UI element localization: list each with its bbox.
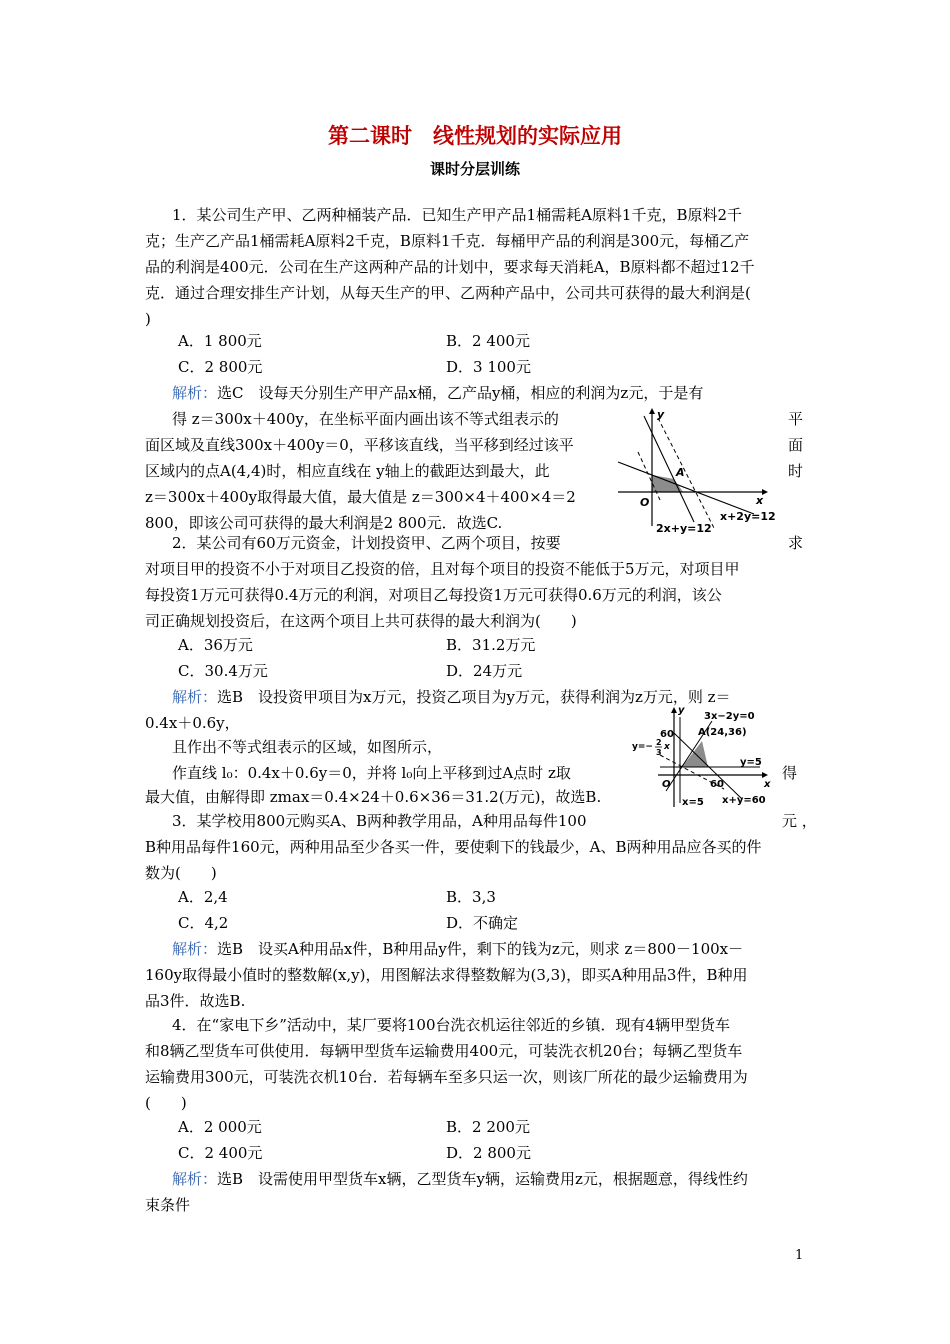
q3-solution-line <box>172 938 743 960</box>
x-axis-arrow <box>762 772 768 778</box>
q2-line: 求 <box>788 534 804 552</box>
y-axis-arrow <box>671 707 677 713</box>
solution-label: 解析： <box>172 688 218 706</box>
line-label-objective: y=− <box>632 742 653 752</box>
q2-line: 对项目甲的投资不小于对项目乙投资的倍，且对每个项目的投资不能低于5万元，对项目甲 <box>145 560 740 578</box>
solution-label: 解析： <box>172 384 218 402</box>
q1-solution-line: 面区域及直线300x＋400y＝0，平移该直线，当平移到经过该平 <box>145 436 574 454</box>
fraction-variable: x <box>664 742 670 752</box>
q3-solution-line: 品3件．故选B. <box>145 992 246 1010</box>
x-tick-60: 60 <box>710 779 724 790</box>
objective-line <box>658 418 714 528</box>
q3-line: B种用品每件160元，两种用品至少各买一件，要使剩下的钱最少，A、B两种用品应各买的件 <box>145 838 762 856</box>
q2-solution-line: 作直线 l₀：0.4x＋0.6y＝0，并将 l₀向上平移到过A点时 z取 <box>172 764 571 782</box>
page-number: 1 <box>795 1248 804 1263</box>
q4-option-b: B．2 200元 <box>446 1118 530 1136</box>
q3-solution-text: 选B 设买A种用品x件，B种用品y件，剩下的钱为z元，则求 z＝800－100x－ <box>217 940 744 958</box>
q2-option-b: B．31.2万元 <box>446 636 536 654</box>
q1-solution-line: z＝300x＋400y取得最大值，最大值是 z＝300×4＋400×4＝2 <box>145 488 576 506</box>
q1-option-b: B．2 400元 <box>446 332 530 350</box>
q2-line: 2．某公司有60万元资金，计划投资甲、乙两个项目，按要 <box>172 534 561 552</box>
feasible-region <box>678 741 708 767</box>
q1-solution-text: 选C 设每天分别生产甲产品x桶，乙产品y桶，相应的利润为z元，于是有 <box>217 384 704 402</box>
y-tick-60: 60 <box>660 729 674 740</box>
q3-option-a: A．2,4 <box>178 888 228 906</box>
y-axis-label: y <box>657 408 665 421</box>
line-label-y-5: y=5 <box>740 757 762 768</box>
origin-label: O <box>662 779 671 790</box>
q2-line: 司正确规划投资后，在这两个项目上共可获得的最大利润为( ) <box>145 612 577 630</box>
q4-solution-line <box>172 1168 748 1190</box>
q1-line: 1．某公司生产甲、乙两种桶装产品．已知生产甲产品1桶需耗A原料1千克，B原料2千 <box>172 206 743 224</box>
q2-solution-line <box>172 686 731 708</box>
q2-line: 每投资1万元可获得0.4万元的利润，对项目乙每投资1万元可获得0.6万元的利润，该公 <box>145 586 722 604</box>
q3-option-b: B．3,3 <box>446 888 496 906</box>
origin-label: O <box>640 496 650 509</box>
q1-line: 品的利润是400元．公司在生产这两种产品的计划中，要求每天消耗A，B原料都不超过12千 <box>145 258 755 276</box>
q4-option-d: D．2 800元 <box>446 1144 531 1162</box>
line-label-x-plus-2y: x+2y=12 <box>720 510 776 523</box>
q1-solution-line: 平 <box>788 410 804 428</box>
q1-solution-line: 得 z＝300x＋400y，在坐标平面内画出该不等式组表示的 <box>172 410 559 428</box>
q1-line: 克；生产乙产品1桶需耗A原料2千克，B原料1千克．每桶甲产品的利润是300元，每桶乙产 <box>145 232 750 250</box>
y-axis-arrow <box>649 408 655 414</box>
q2-solution-text: 选B 设投资甲项目为x万元，投资乙项目为y万元，获得利润为z万元，则 z＝ <box>217 688 731 706</box>
q1-option-c: C．2 800元 <box>178 358 263 376</box>
feasible-region-figure-2 <box>630 707 790 811</box>
q4-line: 和8辆乙型货车可供使用．每辆甲型货车运输费用400元，可装洗衣机20台；每辆乙型货车 <box>145 1042 743 1060</box>
q2-option-a: A．36万元 <box>178 636 253 654</box>
point-a-label: A(24,36) <box>698 727 747 738</box>
fraction-denominator: 3 <box>656 748 662 757</box>
feasible-region-figure-1 <box>614 404 784 538</box>
q1-line: ) <box>145 310 151 328</box>
point-a-label: A <box>676 466 685 479</box>
line-label-x-plus-y: x+y=60 <box>722 795 766 806</box>
q1-option-a: A．1 800元 <box>178 332 262 350</box>
q2-solution-line: 最大值，由解得即 zmax＝0.4×24＋0.6×36＝31.2(万元)，故选B. <box>145 788 602 806</box>
q4-solution-line: 束条件 <box>145 1196 191 1214</box>
q1-solution-line: 时 <box>788 462 804 480</box>
solution-label: 解析： <box>172 940 218 958</box>
q2-solution-line: 且作出不等式组表示的区域，如图所示， <box>172 738 443 756</box>
q3-line: 元 ， <box>782 812 817 830</box>
q3-line: 数为( ) <box>145 864 217 882</box>
page-subtitle: 课时分层训练 <box>429 160 520 178</box>
q1-solution-line: 面 <box>788 436 804 454</box>
q4-solution-text: 选B 设需使用甲型货车x辆，乙型货车y辆，运输费用z元，根据题意，得线性约 <box>217 1170 748 1188</box>
q3-option-d: D．不确定 <box>446 914 519 932</box>
q4-option-c: C．2 400元 <box>178 1144 263 1162</box>
q1-option-d: D．3 100元 <box>446 358 531 376</box>
q4-line: ( ) <box>145 1094 187 1112</box>
q2-solution-line: 得 <box>782 764 798 782</box>
q1-line: 克．通过合理安排生产计划，从每天生产的甲、乙两种产品中，公司共可获得的最大利润是( <box>145 284 751 302</box>
x-axis-label: x <box>756 494 764 507</box>
q1-solution-line <box>172 382 703 404</box>
q4-option-a: A．2 000元 <box>178 1118 262 1136</box>
q2-option-d: D．24万元 <box>446 662 523 680</box>
q3-solution-line: 160y取得最小值时的整数解(x,y)，用图解法求得整数解为(3,3)，即买A种用品3件，B种用 <box>145 966 748 984</box>
q3-line: 3．某学校用800元购买A、B两种教学用品，A种用品每件100 <box>172 812 587 830</box>
q4-line: 4．在“家电下乡”活动中，某厂要将100台洗衣机运往邻近的乡镇．现有4辆甲型货车 <box>172 1016 731 1034</box>
line-label-2x-plus-y: 2x+y=12 <box>656 522 712 535</box>
q3-option-c: C．4,2 <box>178 914 229 932</box>
x-axis-label: x <box>764 779 771 790</box>
page-title: 第二课时 线性规划的实际应用 <box>328 124 622 148</box>
solution-label: 解析： <box>172 1170 218 1188</box>
fraction-numerator: 2 <box>656 738 662 747</box>
y-axis-label: y <box>678 707 685 716</box>
q2-solution-line: 0.4x＋0.6y， <box>145 714 240 732</box>
line-label-3x-minus-2y: 3x−2y=0 <box>704 711 755 722</box>
q4-line: 运输费用300元，可装洗衣机10台．若每辆车至多只运一次，则该厂所花的最少运输费用为 <box>145 1068 748 1086</box>
q1-solution-line: 800，即该公司可获得的最大利润是2 800元．故选C. <box>145 514 503 532</box>
line-label-x-5: x=5 <box>682 797 704 808</box>
q1-solution-line: 区域内的点A(4,4)时，相应直线在 y轴上的截距达到最大，此 <box>145 462 550 480</box>
q2-option-c: C．30.4万元 <box>178 662 268 680</box>
